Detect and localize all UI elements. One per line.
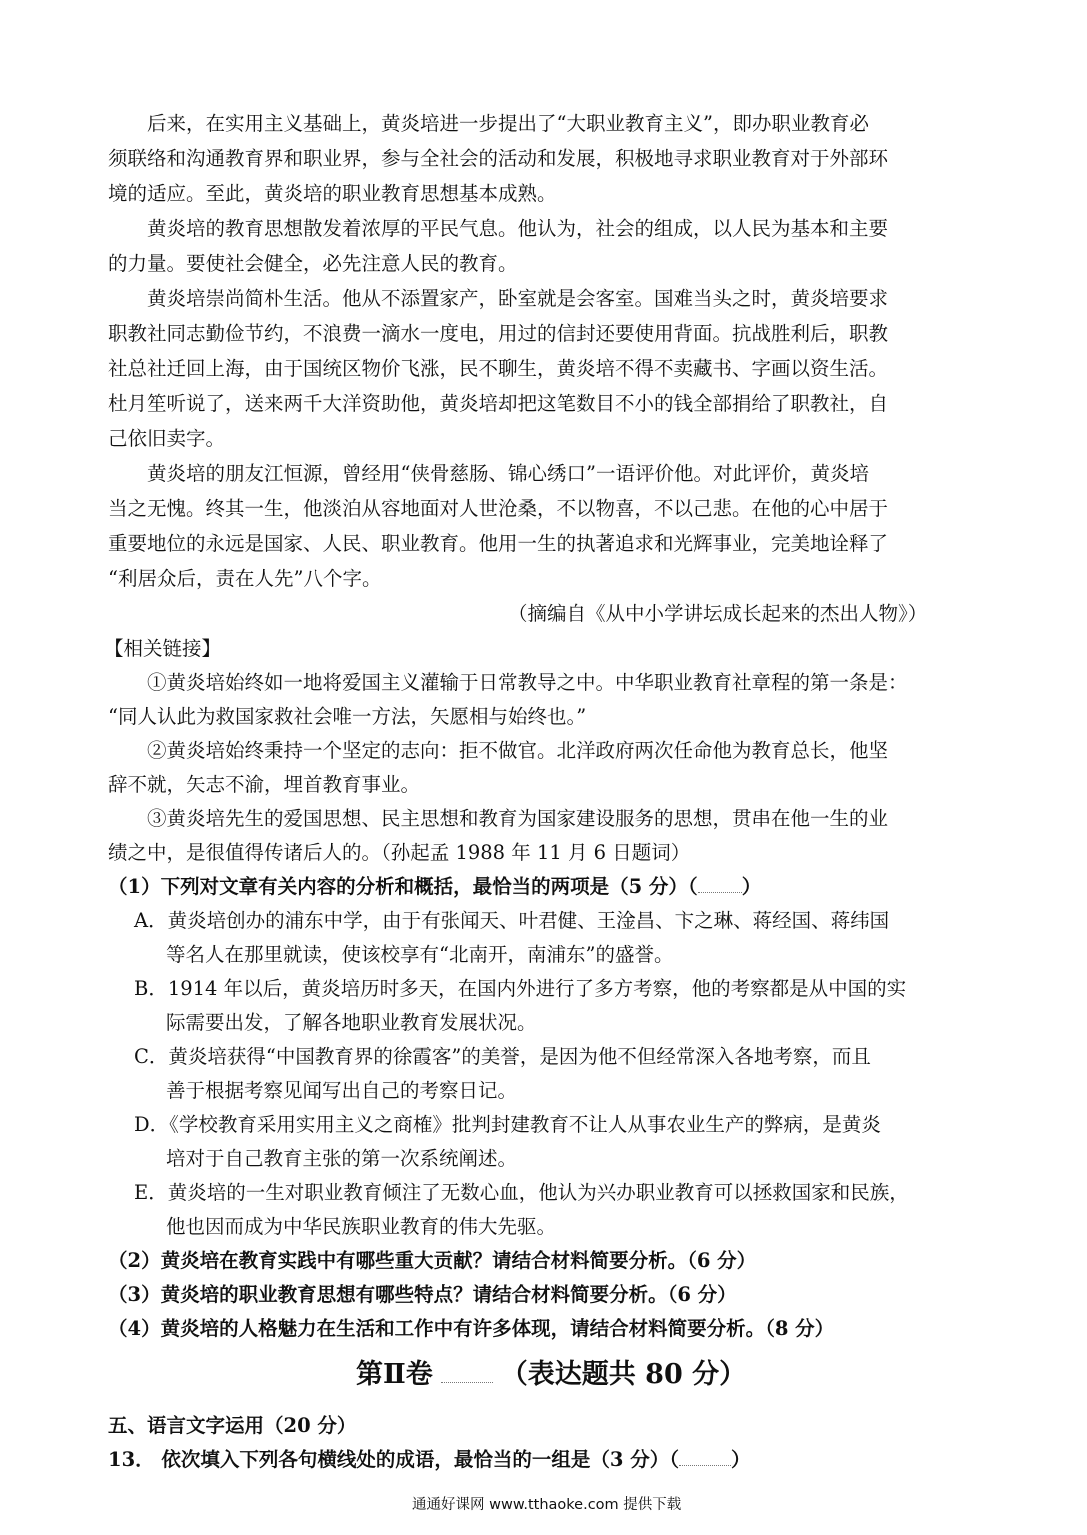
- passage-line: 重要地位的永远是国家、人民、职业教育。他用一生的执著追求和光辉事业，完美地诠释了: [108, 532, 889, 555]
- section-title: [356, 1358, 746, 1392]
- passage-line: 黄炎培崇尚简朴生活。他从不添置家产，卧室就是会客室。国难当头之时，黄炎培要求: [147, 287, 889, 310]
- option-d-line1: D．《学校教育采用实用主义之商榷》批判封建教育不让人从事农业生产的弊病，是黄炎: [134, 1113, 881, 1136]
- title-dots: [441, 1382, 493, 1383]
- related-line: ①黄炎培始终如一地将爱国主义灌输于日常教导之中。中华职业教育社章程的第一条是：: [147, 671, 908, 694]
- passage-line: 境的适应。至此，黄炎培的职业教育思想基本成熟。: [108, 182, 557, 205]
- section-title-b: （表达题共 80 分）: [500, 1359, 747, 1390]
- option-b-line2: 际需要出发，了解各地职业教育发展状况。: [166, 1011, 537, 1034]
- related-line: “同人认此为救国家救社会唯一方法，矢愿相与始终也。”: [108, 705, 587, 728]
- option-a-line1: A．黄炎培创办的浦东中学，由于有张闻天、叶君健、王淦昌、卞之琳、蒋经国、蒋纬国: [134, 909, 890, 932]
- question-2: （2）黄炎培在教育实践中有哪些重大贡献？请结合材料简要分析。（6 分）: [108, 1249, 757, 1272]
- option-e-line1: E．黄炎培的一生对职业教育倾注了无数心血，他认为兴办职业教育可以拯救国家和民族，: [134, 1181, 909, 1204]
- passage-source: （摘编自《从中小学讲坛成长起来的杰出人物》）: [508, 602, 928, 625]
- passage-line: 社总社迁回上海，由于国统区物价飞涨，民不聊生，黄炎培不得不卖藏书、字画以资生活。: [108, 357, 889, 380]
- question-13: [108, 1447, 751, 1473]
- passage-line: 后来，在实用主义基础上，黄炎培进一步提出了“大职业教育主义”，即办职业教育必: [147, 112, 869, 135]
- footer-text: 通通好课网 www.tthaoke.com 提供下载: [412, 1497, 682, 1513]
- passage-line: 须联络和沟通教育界和职业界，参与全社会的活动和发展，积极地寻求职业教育对于外部环: [108, 147, 889, 170]
- passage-line: 当之无愧。终其一生，他淡泊从容地面对人世沧桑，不以物喜，不以己悲。在他的心中居于: [108, 497, 889, 520]
- passage-line: 己依旧卖字。: [108, 427, 226, 450]
- option-a-line2: 等名人在那里就读，使该校享有“北南开，南浦东”的盛誉。: [166, 943, 674, 966]
- passage-line: 黄炎培的教育思想散发着浓厚的平民气息。他认为，社会的组成，以人民为基本和主要: [147, 217, 889, 240]
- passage-line: 职教社同志勤俭节约，不浪费一滴水一度电，用过的信封还要使用背面。抗战胜利后，职教: [108, 322, 889, 345]
- question-1: [108, 874, 761, 900]
- passage-line: 杜月笙听说了，送来两千大洋资助他，黄炎培却把这笔数目不小的钱全部捐给了职教社，自: [108, 392, 889, 415]
- related-line: 绩之中，是很值得传诸后人的。（孙起孟 1988 年 11 月 6 日题词）: [108, 841, 691, 864]
- option-b-line1: B．1914 年以后，黄炎培历时多天，在国内外进行了多方考察，他的考察都是从中国的实: [134, 977, 907, 1000]
- part-5-heading: 五、语言文字运用（20 分）: [108, 1414, 357, 1437]
- answer-blank[interactable]: [698, 892, 742, 893]
- option-c-line2: 善于根据考察见闻写出自己的考察日记。: [166, 1079, 518, 1102]
- related-heading: 【相关链接】: [104, 637, 222, 660]
- passage-line: “利居众后，责在人先”八个字。: [108, 567, 382, 590]
- question-4: （4）黄炎培的人格魅力在生活和工作中有许多体现，请结合材料简要分析。（8 分）: [108, 1317, 835, 1340]
- question-3: （3）黄炎培的职业教育思想有哪些特点？请结合材料简要分析。（6 分）: [108, 1283, 737, 1306]
- related-line: 辞不就，矢志不渝，埋首教育事业。: [108, 773, 421, 796]
- related-line: ③黄炎培先生的爱国思想、民主思想和教育为国家建设服务的思想，贯串在他一生的业: [147, 807, 889, 830]
- option-d-line2: 培对于自己教育主张的第一次系统阐述。: [166, 1147, 518, 1170]
- question-13-text: 13． 依次填入下列各句横线处的成语，最恰当的一组是（3 分）（: [108, 1448, 680, 1471]
- section-title-a: 第Ⅱ卷: [356, 1359, 433, 1390]
- related-line: ②黄炎培始终秉持一个坚定的志向：拒不做官。北洋政府两次任命他为教育总长，他坚: [147, 739, 889, 762]
- question-1-text: （1）下列对文章有关内容的分析和概括，最恰当的两项是（5 分）（: [108, 875, 698, 898]
- passage-line: 黄炎培的朋友江恒源，曾经用“侠骨慈肠、锦心绣口”一语评价他。对此评价，黄炎培: [147, 462, 869, 485]
- option-c-line1: C．黄炎培获得“中国教育界的徐霞客”的美誉，是因为他不但经常深入各地考察，而且: [134, 1045, 871, 1068]
- question-1-close: ）: [741, 875, 762, 898]
- question-13-close: ）: [731, 1448, 751, 1471]
- option-e-line2: 他也因而成为中华民族职业教育的伟大先驱。: [166, 1215, 557, 1238]
- passage-line: 的力量。要使社会健全，必先注意人民的教育。: [108, 252, 518, 275]
- answer-blank[interactable]: [679, 1465, 731, 1466]
